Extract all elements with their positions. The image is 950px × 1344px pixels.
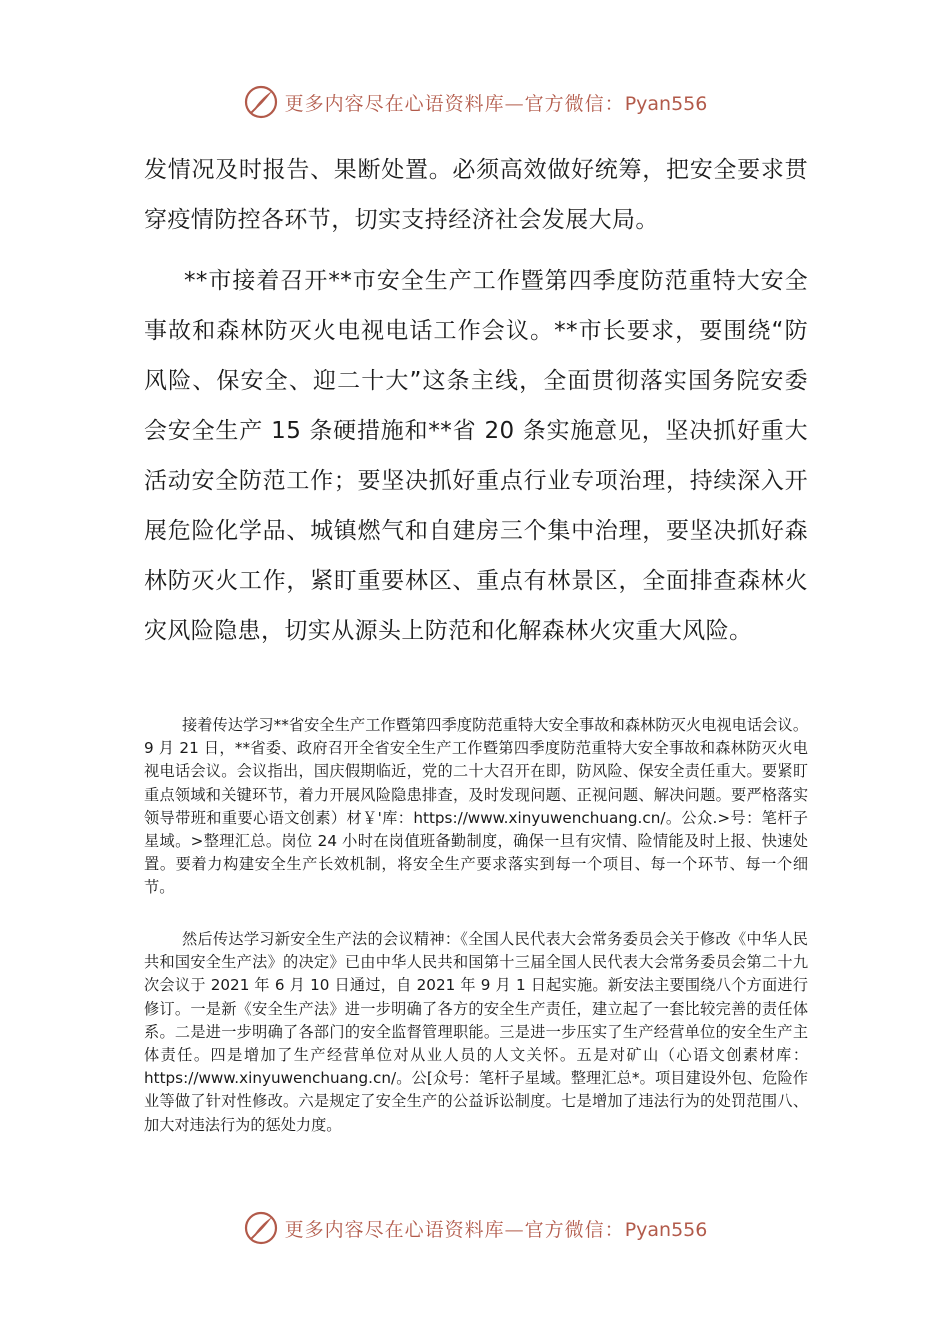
wechat-id: Pyan556 bbox=[624, 1218, 708, 1241]
paragraph-2: **市接着召开**市安全生产工作暨第四季度防范重特大安全事故和森林防灭火电视电话工作会议。**市长要求，要围绕“防风险、保安全、迎二十大”这条主线，全面贯彻落实国务院安委会安全生产 15 条硬措施和**省 20 条实施意见，坚决抓好重大活动安全防范工作；要坚决抓好重点行业专项治理，持续深入开展危险化学品、城镇燃气和自建房三个集中治理，要坚决抓好森林防灭火工作，紧盯重要林区、重点有林景区，全面排查森林火灾风险隐患，切实从源头上防范和化解森林火灾重大风险。 bbox=[144, 268, 808, 644]
banner-separator: — bbox=[504, 92, 525, 115]
wechat-label: 官方微信： bbox=[524, 1218, 625, 1241]
header-banner bbox=[0, 82, 950, 122]
banner-separator: — bbox=[504, 1218, 525, 1241]
footer-banner bbox=[0, 1208, 950, 1248]
wechat-label: 官方微信： bbox=[524, 92, 625, 115]
header-banner-text bbox=[285, 89, 708, 116]
banner-slogan: 更多内容尽在心语资料库 bbox=[284, 1218, 505, 1241]
paragraph-3: 接着传达学习**省安全生产工作暨第四季度防范重特大安全事故和森林防灭火电视电话会议。9 月 21 日，**省委、政府召开全省安全生产工作暨第四季度防范重特大安全事故和森林防灭火电视电话会议。会议指出，国庆假期临近，党的二十大召开在即，防风险、保安全责任重大。要紧盯重点领域和关键环节，着力开展风险隐患排查，及时发现问题、正视问题、解决问题。要严格落实领导带班和重要心语文创素）材￥'库：https://www.xinyuwenchuang.cn/。公众.>号：笔杆子星域。>整理汇总。岗位 24 小时在岗值班备勤制度，确保一旦有灾情、险情能及时上报、快速处置。要着力构建安全生产长效机制，将安全生产要求落实到每一个项目、每一个环节、每一个细节。 bbox=[144, 716, 808, 897]
paragraph-1: 发情况及时报告、果断处置。必须高效做好统筹，把安全要求贯穿疫情防控各环节，切实支持经济社会发展大局。 bbox=[144, 157, 808, 233]
paragraph-4: 然后传达学习新安全生产法的会议精神：《全国人民代表大会常务委员会关于修改《中华人民共和国安全生产法》的决定》已由中华人民共和国第十三届全国人民代表大会常务委员会第二十九次会议于 2021 年 6 月 10 日通过，自 2021 年 9 月 1 日起实施。新安法主要围绕八个方面进行修订。一是新《安全生产法》进一步明确了各方的安全生产责任，建立起了一套比较完善的责任体系。二是进一步明确了各部门的安全监督管理职能。三是进一步压实了生产经营单位的安全生产主体责任。四是增加了生产经营单位对从业人员的人文关怀。五是对矿山（心语文创素材库：https://www.xinyuwenchuang.cn/。公[众号：笔杆子星域。整理汇总*。项目建设外包、危险作业等做了针对性修改。六是规定了安全生产的公益诉讼制度。七是增加了违法行为的处罚范围八、加大对违法行为的惩处力度。 bbox=[144, 930, 808, 1134]
quill-logo-icon bbox=[243, 1210, 279, 1246]
wechat-id: Pyan556 bbox=[624, 92, 708, 115]
footer-banner-text bbox=[285, 1215, 708, 1242]
banner-slogan: 更多内容尽在心语资料库 bbox=[284, 92, 505, 115]
quill-logo-icon bbox=[243, 84, 279, 120]
